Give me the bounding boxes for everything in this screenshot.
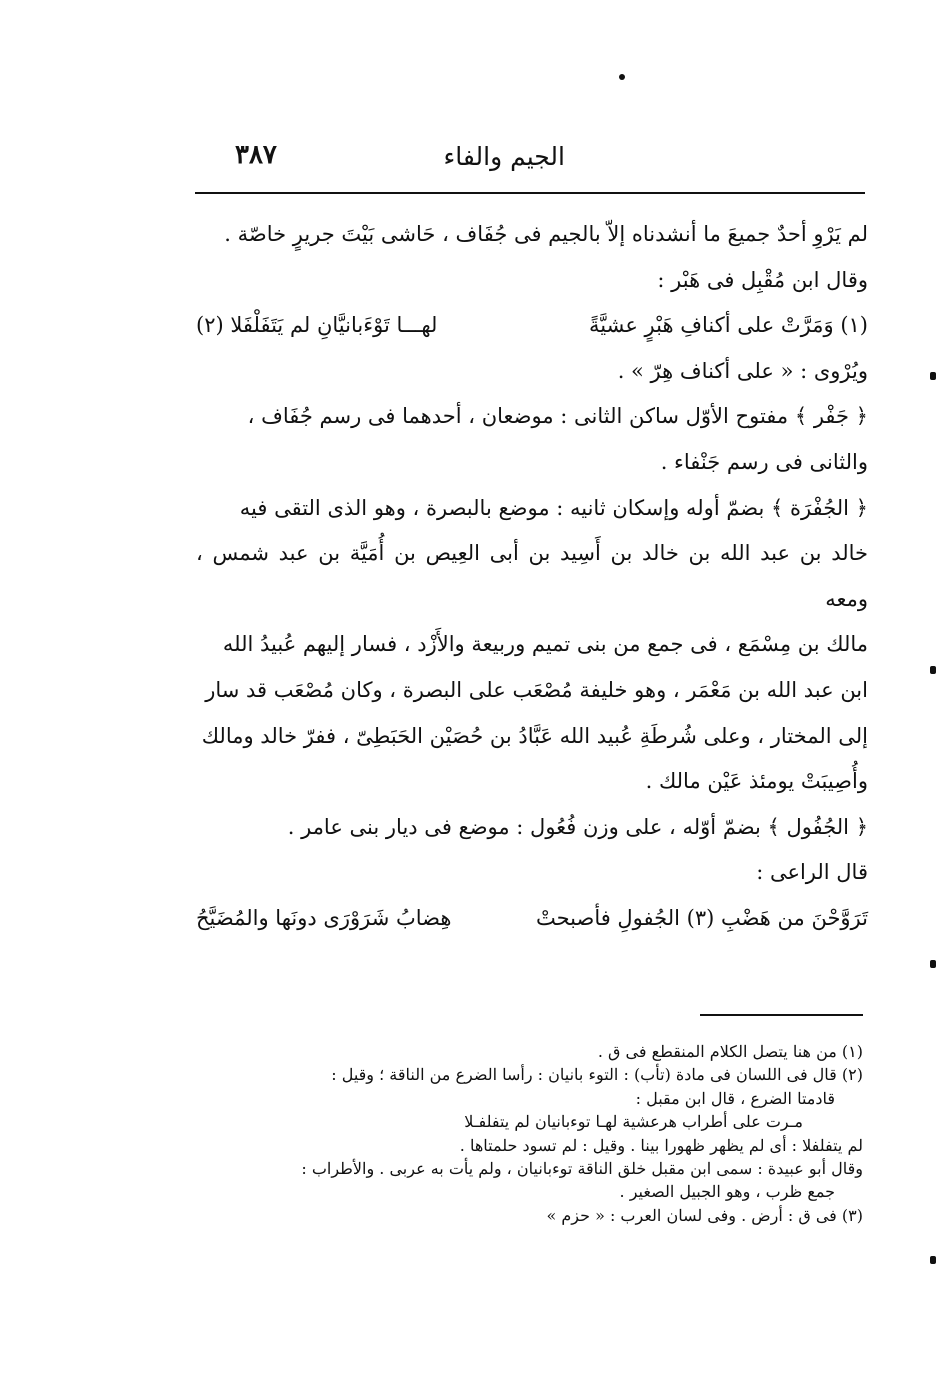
footnote-line: جمع ظرب ، وهو الجبيل الصغير . — [619, 1182, 835, 1202]
verse-line — [196, 896, 868, 942]
text-line: خالد بن عبد الله بن خالد بن أَسِيد بن أبى العِيص بن أُمَيَّة بن عبد شمس ، ومعه — [196, 541, 868, 611]
text-line: مالك بن مِسْمَع ، فى جمع من بنى تميم وربيعة والأَزْد ، فسار إليهم عُبيدُ الله — [222, 632, 868, 657]
chapter-title: الجيم والفاء — [443, 142, 565, 171]
footnote-line: قادمتا الضرع ، قال ابن مقبل : — [635, 1088, 835, 1108]
footnote-line: (١) من هنا يتصل الكلام المنقطع فى ق . — [597, 1042, 863, 1061]
verse-hemistich-right: (١) وَمَرَّتْ على أكنافِ هَبْرٍ عشيَّةً — [589, 313, 868, 338]
margin-mark — [930, 960, 936, 968]
ink-dot — [619, 74, 625, 80]
text-line: لم يَرْوِ أحدٌ جميعَ ما أنشدناه إلاّ بالجيم فى جُفَاف ، حَاشى بَيْتَ جريرٍ خاصّة . — [224, 222, 868, 246]
verse-hemistich-right: تَرَوَّحْنَ من هَضْبِ (٣) الجُفولِ فأصبحتْ — [535, 905, 868, 930]
page-header — [195, 138, 865, 188]
margin-mark — [930, 1256, 936, 1264]
text-line: والثانى فى رسم جَنْفاء . — [660, 449, 868, 474]
text-line: وأُصِيبَتْ يومئذ عَيْن مالك . — [645, 769, 868, 794]
text-line: إلى المختار ، وعلى شُرطَةِ عُبيد الله عَبَّادُ بن حُصَيْن الحَبَطِىّ ، ففرّ خالد ومالك — [201, 723, 868, 748]
entry-heading-line: ﴿ جَفْر ﴾ مفتوح الأوّل ساكن الثانى : موضعان ، أحدهما فى رسم جُفَاف ، — [247, 404, 868, 429]
footnotes — [205, 1040, 863, 1227]
entry-heading-line: ﴿ الجُفْرَة ﴾ بضمّ أوله وإسكان ثانيه : موضع بالبصرة ، وهو الذى التقى فيه — [239, 495, 868, 520]
verse-line — [196, 303, 868, 349]
main-text — [196, 212, 868, 942]
footnote-line: وقال أبو عبيدة : سمى ابن مقبل خلق الناقة توءبانيان ، ولم يأت به عربى . والأطراب : — [301, 1159, 863, 1179]
entry-heading-line: ﴿ الجُفُول ﴾ بضمّ أوّله ، على وزن فُعُول : موضع فى ديار بنى عامر . — [287, 814, 868, 839]
margin-mark — [930, 666, 936, 674]
footnote-line: (٣) فى ق : أرض . وفى لسان العرب : « حزم » — [546, 1205, 863, 1225]
text-line: قال الراعى : — [756, 860, 868, 885]
text-line: ابن عبد الله بن مَعْمَر ، وهو خليفة مُصْعَب على البصرة ، وكان مُصْعَب قد سار — [205, 677, 868, 702]
verse-hemistich-left: لهـــا تَوْءَبانيَّانِ لم يَتَفَلْفَلا (٢) — [196, 313, 438, 338]
footnote-line: لم يتفلفلا : أى لم يظهر ظهورا بينا . وقيل : لم تسود حلمتاها . — [459, 1135, 863, 1155]
footnote-line: (٢) قال فى اللسان فى مادة (تأب) : التوء بانيان : رأسا الضرع من الناقة ؛ وقيل : — [331, 1065, 863, 1085]
text-line: وقال ابن مُقْبِل فى هَبْر : — [657, 267, 868, 292]
margin-mark — [930, 372, 936, 380]
page-number: ٣٨٧ — [235, 140, 277, 170]
footnote-rule — [700, 1014, 863, 1016]
header-rule — [195, 192, 865, 194]
footnote-verse: مـرت على أطراب هرعشية لهـا توءبانيان لم يتفلفـلا — [464, 1112, 803, 1132]
verse-hemistich-left: هِضابُ شَرَوْرَى دونَها والمُضَيَّحُ — [196, 905, 452, 930]
text-line: ويُرْوى : « على أكناف هِرّ » . — [617, 358, 868, 383]
